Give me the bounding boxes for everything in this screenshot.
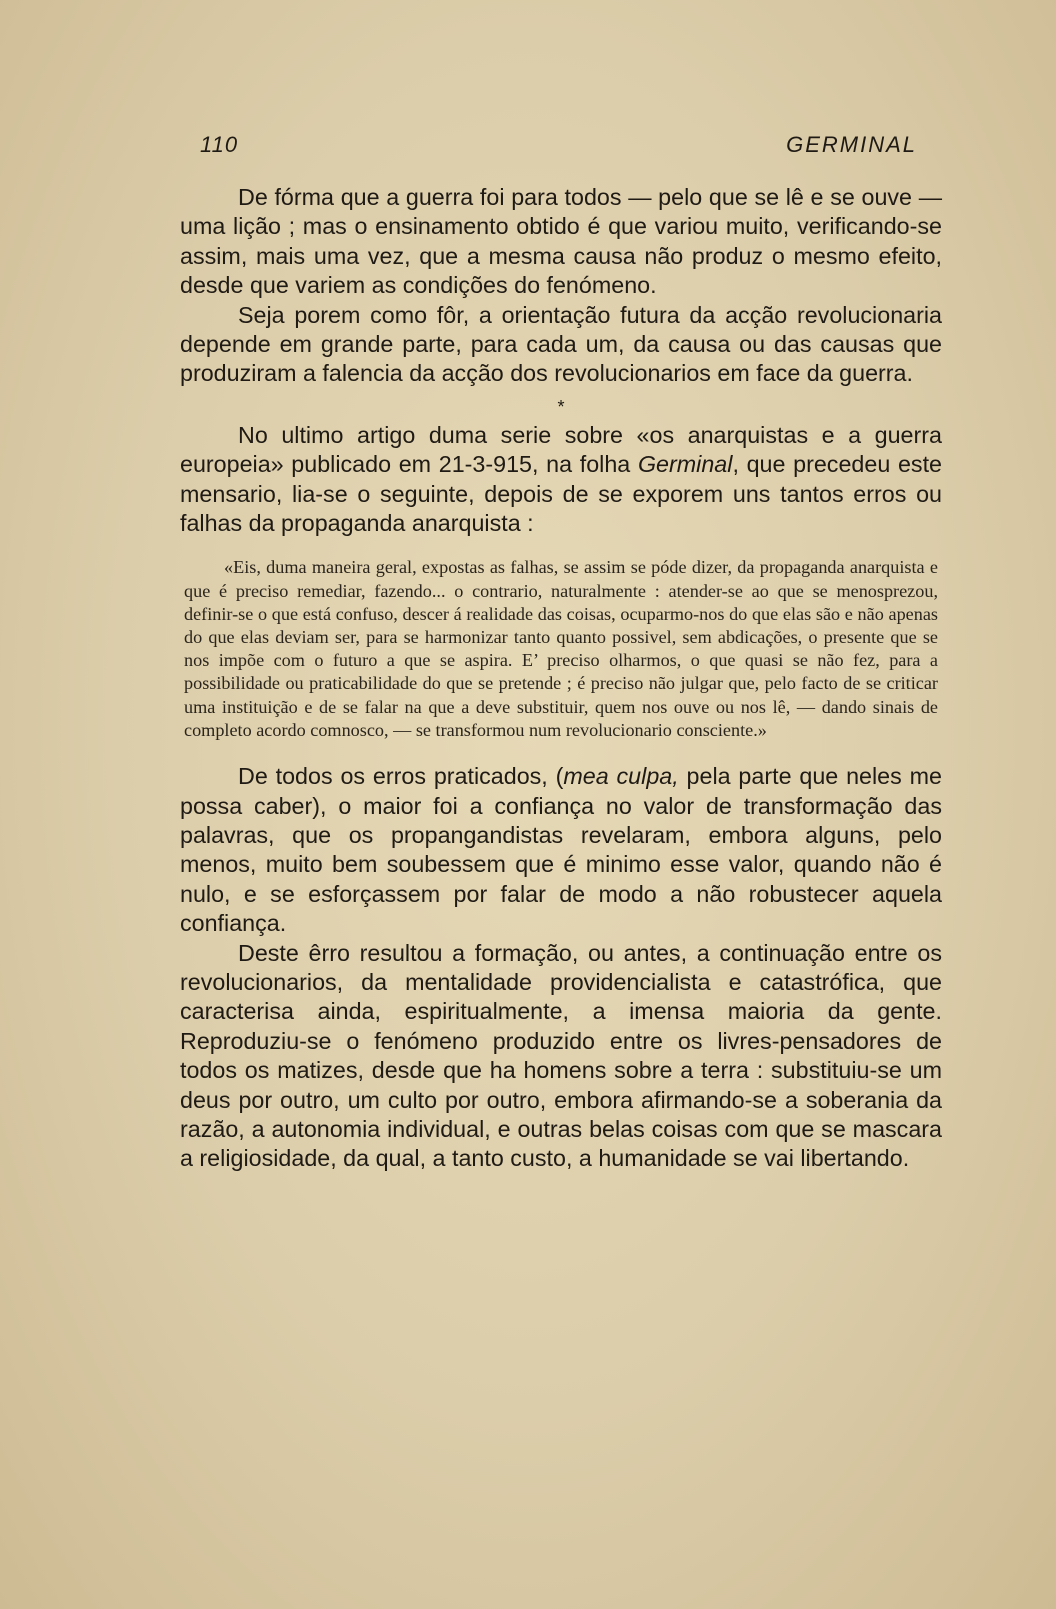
paragraph-4 [180,762,942,938]
paragraph-5: Deste êrro resultou a formação, ou antes, a continuação entre os revolucionarios, da mentalidade providencialista e catastrófica, que caracterisa ainda, espiritualmente, a imensa maioria da gente. Reproduziu-se o fenómeno produzido entre os livres-pensadores de todos os matizes, desde que ha homens sobre a terra : substituiu-se um deus por outro, um culto por outro, embora afirmando-se a soberania da razão, a autonomia individual, e outras belas coisas com que se mascara a religiosidade, da qual, a tanto custo, a humanidade se vai libertando. [180,939,942,1172]
paragraph-3-text-a: No ultimo artigo duma serie sobre «os anarquistas e a guerra europeia» publicado em 21-3-915, na folha [180,421,942,478]
paragraph-3-newspaper-title: Germinal [637,451,733,478]
page-header [200,132,917,162]
running-title: GERMINAL [786,132,917,157]
body-text [180,183,942,1174]
page-number: 110 [200,132,239,157]
paragraph-4-text-a: De todos os erros praticados, ( [238,763,564,790]
block-quote: «Eis, duma maneira geral, expostas as falhas, se assim se póde dizer, da propaganda anarquista e que é preciso remediar, fazendo... o contrario, naturalmente : atender-se ao que se menosprezou, definir-se o que está confuso, descer á realidade das coisas, ocuparmo-nos do que elas são e não apenas do que elas deviam ser, para se harmonizar tanto quanto possivel, sem abdicações, o presente que se nos impõe com o futuro a que se aspira. E’ preciso olharmos, o que quasi se não fez, para a possibilidade ou praticabilidade do que se pretende ; é preciso não julgar que, pelo facto de se criticar uma instituição e de se falar na que a deve substituir, quem nos ouve ou nos lê, — dando sinais de completo acordo comnosco, — se transformou num revolucionario consciente.» [184,557,938,740]
paragraph-2: Seja porem como fôr, a orientação futura da acção revolucionaria depende em grande parte, para cada um, da causa ou das causas que produziram a falencia da acção dos revolucionarios em face da guerra. [180,301,942,387]
paragraph-3-text-b: , que precedeu este mensario, lia-se o seguinte, depois de se exporem uns tantos erros ou falhas da propaganda anarquista : [180,451,942,537]
section-separator: * [557,396,565,417]
paragraph-4-text-b: pela parte que neles me possa caber), o maior foi a confiança no valor de transformação das palavras, que os propangandistas revelaram, embora alguns, pelo menos, muito bem soubessem que é minimo esse valor, quando não é nulo, e se esforçassem por falar de modo a não robustecer aquela confiança. [180,763,942,937]
paragraph-3 [180,421,942,539]
paragraph-1: De fórma que a guerra foi para todos — pelo que se lê e se ouve — uma lição ; mas o ensinamento obtido é que variou muito, verificando-se assim, mais uma vez, que a mesma causa não produz o mesmo efeito, desde que variem as condições do fenómeno. [180,184,942,299]
paragraph-4-latin-phrase: mea culpa, [563,763,679,790]
